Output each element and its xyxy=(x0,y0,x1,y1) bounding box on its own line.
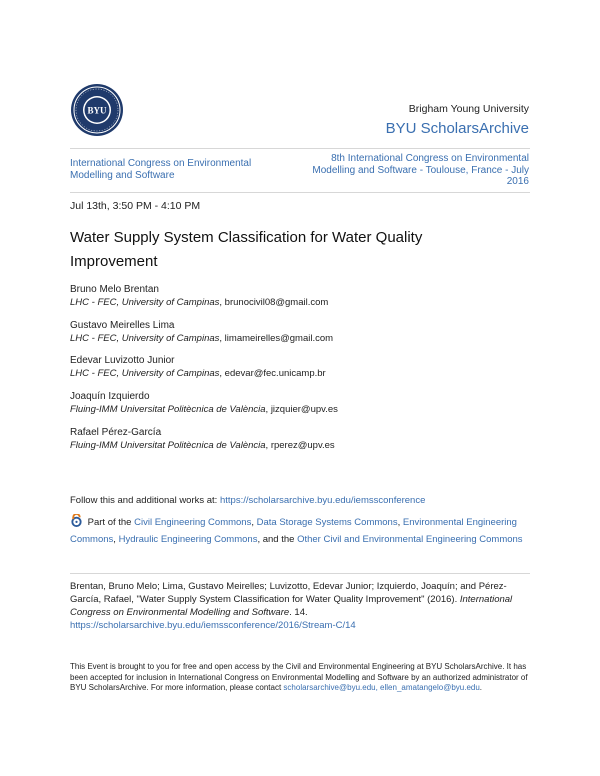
institution-name: Brigham Young University xyxy=(408,103,529,115)
author-entry xyxy=(70,390,540,416)
notice-text: This Event is brought to you for free and open access by the Civil and Environmental Engineering at BYU ScholarsArchive. It has been accepted for inclusion in International Congress on Environmental Modelling and Software by an authorized administrator of BYU ScholarsArchive. For more information, please contact xyxy=(70,662,528,692)
author-entry xyxy=(70,426,540,452)
seal-text: BYU xyxy=(87,105,107,116)
commons-link[interactable]: Data Storage Systems Commons xyxy=(256,517,398,528)
author-email: , rperez@upv.es xyxy=(265,440,335,451)
citation-link[interactable]: https://scholarsarchive.byu.edu/iemssconference/2016/Stream-C/14 xyxy=(70,620,356,631)
author-name: Gustavo Meirelles Lima xyxy=(70,320,175,331)
archive-home-link[interactable]: BYU ScholarsArchive xyxy=(385,120,529,137)
author-affiliation: LHC - FEC, University of Campinas xyxy=(70,368,220,379)
series-link[interactable]: 8th International Congress on Environmental Modelling and Software - Toulouse, France - July 2016 xyxy=(312,153,529,187)
byu-seal-logo xyxy=(70,83,124,137)
collection-link[interactable]: International Congress on Environmental Modelling and Software xyxy=(70,158,252,181)
contact-email-link[interactable]: scholarsarchive@byu.edu, ellen_amatangelo@byu.edu xyxy=(283,683,480,692)
event-date: Jul 13th, 3:50 PM - 4:10 PM xyxy=(70,200,201,212)
author-email: , brunocivil08@gmail.com xyxy=(219,297,329,308)
follow-link[interactable]: https://scholarsarchive.byu.edu/iemssconference xyxy=(219,495,426,506)
part-of-prefix: Part of the xyxy=(85,517,135,528)
citation xyxy=(70,580,532,632)
divider xyxy=(70,148,530,149)
author-email: , limameirelles@gmail.com xyxy=(219,333,334,344)
part-of-line: Part of the Civil Engineering Commons, Data Storage Systems Commons, Environmental Engineering Commons, Hydraulic Engineering Commons, and the Other Civil and Environmental Engineering Commons xyxy=(70,514,535,548)
citation-text: Brentan, Bruno Melo; Lima, Gustavo Meirelles; Luvizotto, Edevar Junior; Izquierdo, Joaquín; and Pérez-García, Rafael, "Water Supply System Classification for Water Quality Improvement" (2016). xyxy=(70,581,507,605)
author-entry xyxy=(70,319,540,345)
author-affiliation: Fluing-IMM Universitat Politècnica de València xyxy=(70,404,266,415)
author-affiliation: Fluing-IMM Universitat Politècnica de València xyxy=(70,440,266,451)
author-email: , edevar@fec.unicamp.br xyxy=(219,368,326,379)
author-entry xyxy=(70,354,540,380)
follow-line xyxy=(70,495,425,506)
citation-suffix: . 14. xyxy=(289,607,308,618)
author-name: Rafael Pérez-García xyxy=(70,427,162,438)
follow-label: Follow this and additional works at: xyxy=(70,495,220,506)
commons-link[interactable]: Hydraulic Engineering Commons xyxy=(118,533,258,545)
author-affiliation: LHC - FEC, University of Campinas xyxy=(70,297,220,308)
author-name: Joaquín Izquierdo xyxy=(70,391,150,402)
commons-link[interactable]: Civil Engineering Commons xyxy=(134,517,252,528)
commons-link[interactable]: Environmental Engineering Commons xyxy=(70,517,517,545)
access-notice: This Event is brought to you for free and open access by the Civil and Environmental Engineering at BYU ScholarsArchive. It has been accepted for inclusion in International Congress on Environmental Modelling and Software by an authorized administrator of BYU ScholarsArchive. For more information, please contact scholarsarchive@byu.edu, ellen_amatangelo@byu.edu. xyxy=(70,662,528,692)
author-name: Edevar Luvizotto Junior xyxy=(70,355,175,366)
author-email: , jizquier@upv.es xyxy=(265,404,338,415)
author-name: Bruno Melo Brentan xyxy=(70,284,159,295)
divider xyxy=(70,573,530,574)
author-entry xyxy=(70,283,540,309)
citation-journal: International Congress on Environmental Modelling and Software xyxy=(70,594,513,618)
divider xyxy=(70,192,530,193)
commons-link[interactable]: Other Civil and Environmental Engineering Commons xyxy=(297,533,523,545)
open-access-icon xyxy=(70,514,83,527)
author-affiliation: LHC - FEC, University of Campinas xyxy=(70,333,220,344)
page-title: Water Supply System Classification for Water Quality Improvement xyxy=(70,229,423,270)
